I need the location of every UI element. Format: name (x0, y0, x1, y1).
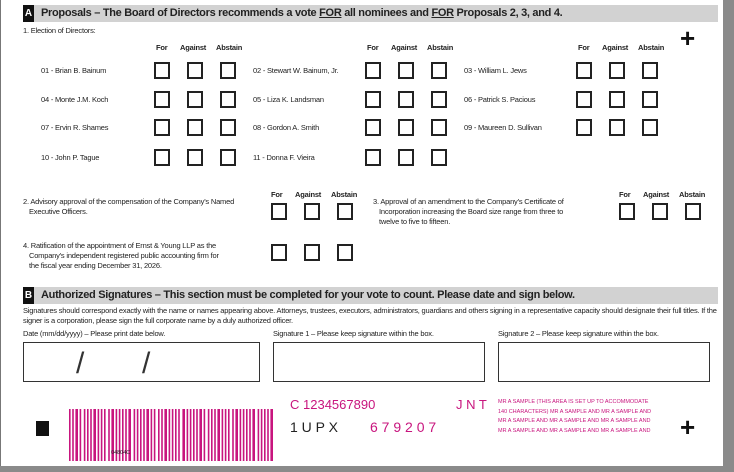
vote-checkbox[interactable] (398, 91, 414, 108)
vote-checkbox[interactable] (365, 62, 381, 79)
vote-checkbox[interactable] (398, 62, 414, 79)
date-separator: / (142, 347, 151, 380)
vote-checkbox[interactable] (685, 203, 701, 220)
barcode-bar (214, 409, 216, 461)
vote-checkbox[interactable] (642, 62, 658, 79)
signature2-label: Signature 2 – Please keep signature within the box. (498, 329, 659, 338)
vote-checkbox[interactable] (431, 119, 447, 136)
barcode-bar (93, 409, 96, 461)
header-abstain: Abstain (638, 43, 665, 52)
shareholder-address (498, 398, 651, 436)
vote-checkbox[interactable] (652, 203, 668, 220)
date-label: Date (mm/dd/yyyy) – Please print date below. (23, 329, 166, 338)
barcode-bar (208, 409, 210, 461)
vote-checkbox[interactable] (337, 203, 353, 220)
vote-checkbox[interactable] (187, 62, 203, 79)
vote-checkbox[interactable] (365, 91, 381, 108)
vote-checkbox[interactable] (642, 91, 658, 108)
barcode-bar (151, 409, 153, 461)
nominee-name: 02 - Stewart W. Bainum, Jr. (253, 66, 339, 75)
section-letter: B (23, 287, 34, 304)
barcode-bar (258, 409, 260, 461)
barcode-bar (154, 409, 156, 461)
header-abstain: Abstain (331, 190, 358, 199)
barcode-bar (264, 409, 266, 461)
registration-plus-icon: + (680, 23, 696, 53)
barcode-bar (211, 409, 213, 461)
header-for: For (619, 190, 631, 199)
barcode-bar (104, 409, 106, 461)
nominee-name: 07 - Ervin R. Shames (41, 123, 109, 132)
header-abstain: Abstain (216, 43, 243, 52)
registration-plus-icon: + (680, 412, 696, 442)
nominee-name: 08 - Gordon A. Smith (253, 123, 320, 132)
vote-checkbox[interactable] (576, 119, 592, 136)
barcode-bar (146, 409, 149, 461)
vote-checkbox[interactable] (431, 91, 447, 108)
vote-checkbox[interactable] (187, 149, 203, 166)
barcode-bar (101, 409, 103, 461)
address-line: MR A SAMPLE (THIS AREA IS SET UP TO ACCOMMODATE (498, 399, 649, 405)
vote-checkbox[interactable] (365, 149, 381, 166)
barcode-bar (249, 409, 251, 461)
vote-checkbox[interactable] (576, 91, 592, 108)
vote-checkbox[interactable] (154, 119, 170, 136)
barcode-bar (137, 409, 139, 461)
barcode-bar (217, 409, 220, 461)
barcode-bar (246, 409, 248, 461)
title-for: FOR (319, 7, 342, 19)
vote-checkbox[interactable] (609, 119, 625, 136)
barcode-bar (193, 409, 195, 461)
nominee-name: 03 - William L. Jews (464, 66, 527, 75)
vote-checkbox[interactable] (642, 119, 658, 136)
proposal-text: Company's independent registered public accounting firm for (29, 251, 219, 260)
vote-checkbox[interactable] (619, 203, 635, 220)
signature-instructions: Signatures should correspond exactly with the name or names appearing above. Attorneys, trustees, executors, administrators, guardians and others signing in a representative capacity should designate their full titles. If the signer is a corporation, please sign the full corporate name by a duly authorized officer. (23, 306, 717, 325)
form-code: 04804C (111, 450, 131, 456)
barcode-bar (84, 409, 86, 461)
section-letter: A (23, 5, 34, 22)
barcode-bar (261, 409, 263, 461)
barcode-bar (80, 409, 82, 461)
title-text: all nominees and (341, 7, 432, 19)
barcode-bar (161, 409, 163, 461)
barcode-bar (72, 409, 74, 461)
header-for: For (271, 190, 283, 199)
header-abstain: Abstain (679, 190, 706, 199)
date-field[interactable] (23, 342, 260, 382)
header-against: Against (391, 43, 418, 52)
barcode-bar (228, 409, 230, 461)
vote-checkbox[interactable] (154, 62, 170, 79)
header-for: For (156, 43, 168, 52)
mail-code: 1 U P X (290, 419, 338, 435)
barcode-bar (187, 409, 189, 461)
vote-checkbox[interactable] (431, 62, 447, 79)
signature1-field[interactable] (273, 342, 485, 382)
nominee-name: 05 - Liza K. Landsman (253, 95, 324, 104)
vote-checkbox[interactable] (365, 119, 381, 136)
barcode-bar (75, 409, 78, 461)
barcode (69, 409, 277, 461)
vote-checkbox[interactable] (271, 244, 287, 261)
barcode-bar (158, 409, 160, 461)
barcode-bar (225, 409, 227, 461)
nominee-name: 01 - Brian B. Bainum (41, 66, 107, 75)
vote-checkbox[interactable] (220, 91, 236, 108)
vote-checkbox[interactable] (304, 244, 320, 261)
proposal-text: 3. Approval of an amendment to the Company's Certificate of (373, 197, 564, 206)
proposal-text: 2. Advisory approval of the compensation of the Company's Named (23, 197, 235, 206)
barcode-bar (98, 409, 100, 461)
vote-checkbox[interactable] (337, 244, 353, 261)
nominee-name: 09 - Maureen D. Sullivan (464, 123, 542, 132)
control-number: 6 7 9 2 0 7 (370, 419, 437, 435)
vote-checkbox[interactable] (398, 119, 414, 136)
nominee-name: 11 - Donna F. Vieira (253, 153, 315, 162)
proposal-text: twelve to five to fifteen. (379, 217, 451, 226)
barcode-bar (164, 409, 167, 461)
vote-checkbox[interactable] (304, 203, 320, 220)
section-b-header (23, 287, 718, 304)
nominee-name: 06 - Patrick S. Pacious (464, 95, 536, 104)
barcode-bar (182, 409, 185, 461)
vote-checkbox[interactable] (609, 91, 625, 108)
header-against: Against (643, 190, 670, 199)
barcode-bar (140, 409, 142, 461)
title-text: Proposals 2, 3, and 4. (453, 7, 563, 19)
section-a-header (23, 5, 718, 22)
barcode-bar (108, 409, 110, 461)
section-b-title: Authorized Signatures – This section must be completed for your vote to count. Please date and sign below. (41, 289, 575, 301)
barcode-bar (232, 409, 234, 461)
barcode-bar (87, 409, 89, 461)
barcode-bar (69, 409, 71, 461)
section-a-title (41, 7, 562, 19)
barcode-bar (178, 409, 180, 461)
proposal-text: 4. Ratification of the appointment of Ernst & Young LLP as the (23, 241, 217, 250)
date-separator: / (76, 347, 85, 380)
header-for: For (578, 43, 590, 52)
nominee-name: 10 - John P. Tague (41, 153, 100, 162)
barcode-bar (204, 409, 206, 461)
header-against: Against (180, 43, 207, 52)
barcode-bar (199, 409, 202, 461)
registration-square-icon (36, 421, 49, 436)
signature2-field[interactable] (498, 342, 710, 382)
barcode-bar (169, 409, 171, 461)
vote-checkbox[interactable] (220, 119, 236, 136)
address-line: MR A SAMPLE AND MR A SAMPLE AND MR A SAMPLE AND (498, 418, 651, 424)
barcode-bar (222, 409, 224, 461)
barcode-bar (270, 409, 273, 461)
vote-checkbox[interactable] (187, 91, 203, 108)
header-abstain: Abstain (427, 43, 454, 52)
election-label: 1. Election of Directors: (23, 26, 96, 35)
proposal-text: Executive Officers. (29, 207, 88, 216)
barcode-bar (240, 409, 242, 461)
barcode-bar (172, 409, 174, 461)
header-for: For (367, 43, 379, 52)
barcode-bar (175, 409, 177, 461)
vote-checkbox[interactable] (220, 62, 236, 79)
barcode-bar (143, 409, 145, 461)
proposal-text: the fiscal year ending December 31, 2026. (29, 261, 162, 270)
barcode-bar (190, 409, 192, 461)
vote-checkbox[interactable] (609, 62, 625, 79)
vote-checkbox[interactable] (576, 62, 592, 79)
vote-checkbox[interactable] (154, 91, 170, 108)
address-line: 140 CHARACTERS) MR A SAMPLE AND MR A SAMPLE AND (498, 408, 652, 415)
header-against: Against (602, 43, 629, 52)
vote-checkbox[interactable] (398, 149, 414, 166)
account-number: C 1234567890 (290, 397, 376, 412)
barcode-bar (235, 409, 238, 461)
barcode-bar (90, 409, 92, 461)
proposal-text: Incorporation increasing the Board size range from three to (379, 207, 564, 216)
vote-checkbox[interactable] (220, 149, 236, 166)
address-line: MR A SAMPLE AND MR A SAMPLE AND MR A SAMPLE AND (498, 427, 651, 434)
title-for: FOR (431, 7, 454, 19)
header-against: Against (295, 190, 322, 199)
nominee-name: 04 - Monte J.M. Koch (41, 95, 109, 104)
vote-checkbox[interactable] (271, 203, 287, 220)
barcode-bar (134, 409, 136, 461)
registration-type: J N T (456, 397, 487, 412)
title-text: Proposals – The Board of Directors recommends a vote (41, 7, 320, 19)
signature1-label: Signature 1 – Please keep signature within the box. (273, 329, 434, 338)
vote-checkbox[interactable] (154, 149, 170, 166)
barcode-bar (243, 409, 245, 461)
barcode-bar (252, 409, 255, 461)
barcode-bar (196, 409, 198, 461)
vote-checkbox[interactable] (187, 119, 203, 136)
barcode-bar (267, 409, 269, 461)
vote-checkbox[interactable] (431, 149, 447, 166)
